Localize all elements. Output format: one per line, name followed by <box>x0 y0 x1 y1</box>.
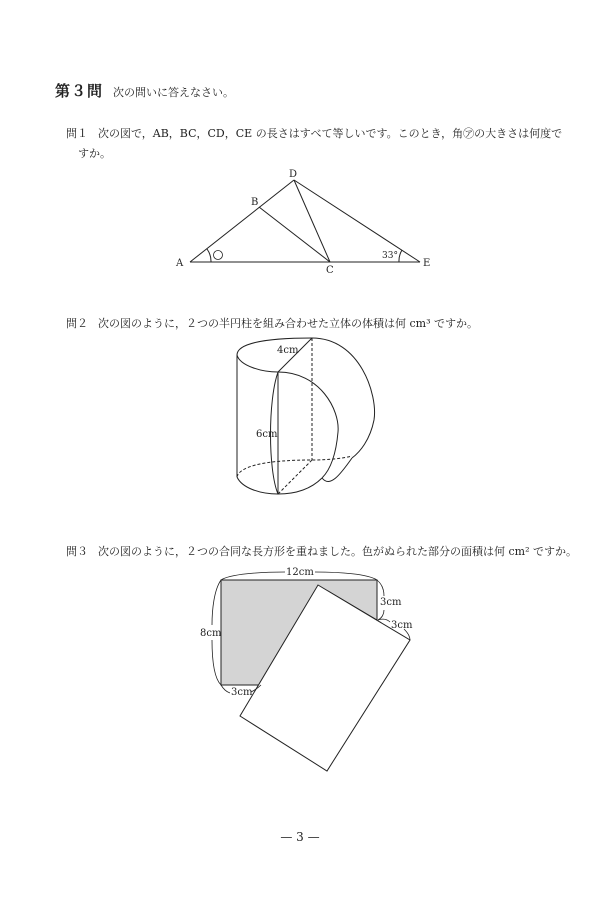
question-3-label: 問３ <box>66 545 88 558</box>
radius-label: 4cm <box>277 345 299 356</box>
question-1-text-line1: 次の図で，AB，BC，CD，CE の長さはすべて等しいです。このとき，角㋐の大きさは何度で <box>98 127 563 140</box>
figure-2-labels <box>256 345 299 440</box>
point-D-label: D <box>289 169 298 180</box>
figure-2-solid <box>237 338 375 494</box>
bottom-3cm-label: 3cm <box>231 687 253 698</box>
question-1-text-line2: すか。 <box>78 147 111 160</box>
section-title: 第３問 <box>55 82 104 100</box>
section-instruction: 次の問いに答えなさい。 <box>113 86 235 99</box>
figure-1-triangle <box>190 180 420 262</box>
point-B-label: B <box>251 197 259 208</box>
question-2-label: 問２ <box>66 317 88 330</box>
width-12cm-label: 12cm <box>286 567 314 578</box>
height-8cm-label: 8cm <box>200 628 222 639</box>
diag-3cm-label: 3cm <box>391 620 413 631</box>
right-3cm-label: 3cm <box>380 597 402 608</box>
point-C-label: C <box>326 265 334 276</box>
height-label: 6cm <box>256 429 278 440</box>
point-E-label: E <box>423 258 431 269</box>
question-3-text: 次の図のように，２つの合同な長方形を重ねました。色がぬられた部分の面積は何 cm² ですか。 <box>98 545 577 558</box>
page-number: — 3 — <box>280 830 320 844</box>
point-A-label: A <box>176 258 184 269</box>
question-1-label: 問１ <box>66 127 88 140</box>
angle-E-label: 33° <box>382 251 398 261</box>
question-2-text: 次の図のように，２つの半円柱を組み合わせた立体の体積は何 cm³ ですか。 <box>98 317 478 330</box>
